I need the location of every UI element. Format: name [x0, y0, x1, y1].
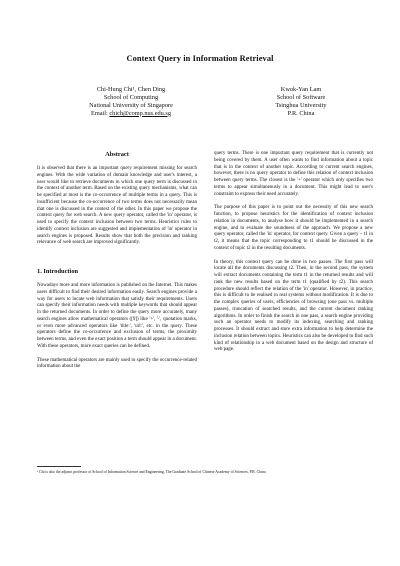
- footnote-divider: [37, 466, 81, 467]
- author-email-line: [56, 110, 206, 118]
- author-name: Kwok-Yan Lam: [280, 86, 322, 93]
- author-names: Chi-Hung Chi¹, Chen Ding: [96, 86, 166, 93]
- abstract-heading: Abstract: [105, 151, 129, 158]
- footnote: ¹ Chi is also the adjunct professor of School of Information Science and Engineering, The Graduate School of Chinese Academy of Sciences, P.R. China: [37, 470, 266, 474]
- intro-paragraph-1: Nowadays more and more information is published on the Internet. This makes users difficult to find their desired information easily. Search engines provide a way for users to locate web information that satisfy their requirements. Users can specify their information needs with multiple keywords that should appear in the returned documents. In order to define the query more accurately, many search engines allow mathematical operators ([9]) like '+', '-', quotation marks, or even more advanced operators like 'title:', 'url:', etc. in the query. These operators define the co-occurrence and exclusion of terms, the proximity between terms, and even the exact position a term should appear in a document. With these operators, more exact queries can be defined.: [37, 283, 197, 349]
- author-block-2: [242, 86, 360, 118]
- author-organization: National University of Singapore: [89, 101, 173, 109]
- right-column: [214, 151, 373, 354]
- author-block-1: [56, 86, 206, 118]
- author-organization: Tsinghua University: [275, 101, 327, 109]
- author-country: P.R. China: [287, 109, 315, 117]
- introduction-heading: 1. Introduction: [37, 268, 79, 275]
- abstract-text: It is observed that there is an important query requirement missing for search engines. With the wide variation of domain knowledge and user's interest, a user would like to retrieve documents in which one query term is discussed in the context of another term. Based on the existing query mechanisms, what can be specified at most is the co-occurrence of multiple terms in a query. This is insufficient because the co-occurrence of two terms does not necessarily mean that one is discussed in the context of the other. In this paper we propose the context query for web search. A new query operator, called the 'in' operator, is used to specify the context inclusion between two terms. Heuristics rules to identify context inclusion are suggested and implementation of 'in' operator in search engines is proposed. Results show that both the precision and ranking relevance of web search are improved significantly.: [37, 166, 197, 246]
- author-email-link[interactable]: chich@comp.nus.edu.sg: [109, 109, 171, 117]
- paper-title: Context Query in Information Retrieval: [126, 54, 274, 63]
- right-paragraph-1: query terms. There is one important query requirement that is currently not being covered by them. A user often wants to find information about a topic that is in the context of another topic. According to current search engines, however, there is no query operator to define this relation of context inclusion between query terms. The closest is the '+' operator which only specifies two terms to appear simultaneously in a document. This might lead to user's constraint to express their need accurately.: [214, 151, 373, 197]
- intro-paragraph-2: These mathematical operators are mainly used to specify the occurrence-related information about the: [37, 357, 197, 370]
- right-paragraph-3: In theory, this context query can be done in two passes. The first pass will locate all the documents discussing t2. Then, in the second pass, the system will extract documents containing the term t1 in the returned results and will rank the new results based on the term t1 (qualified by t2). This search procedure should reflect the relation of the 'in' operator. However, in practice, this is difficult to be realised in real systems without modification. It is due to the complex queries of users, efficiencies of browsing (one pass vs. multiple passes), truncation of searched results, and the current document ranking algorithms. In order to finish the search in one pass, a search engine providing such an operator needs to modify its indexing, searching and ranking processes. It should extract and store extra information to help determine the inclusion relation between topics. Heuristics can also be developed to find such kind of relationship in a web document based on the design and structure of web page.: [214, 259, 373, 353]
- author-department: School of Computing: [103, 93, 159, 101]
- author-department: School of Software: [276, 93, 326, 101]
- right-paragraph-2: The purpose of this paper is to point out the necessity of this new search function, to propose heuristics for the identification of context inclusion relation in documents, to analyse how it should be implemented in a search engine, and to evaluate the soundness of the approach. We propose a new query operator, called the 'in' operator, for context query. Given a query – t1 in t2, it means that the topic corresponding to t1 should be discussed in the context of topic t2 in the resulting documents.: [214, 205, 373, 251]
- left-column: [37, 151, 197, 371]
- email-label: Email:: [91, 109, 108, 117]
